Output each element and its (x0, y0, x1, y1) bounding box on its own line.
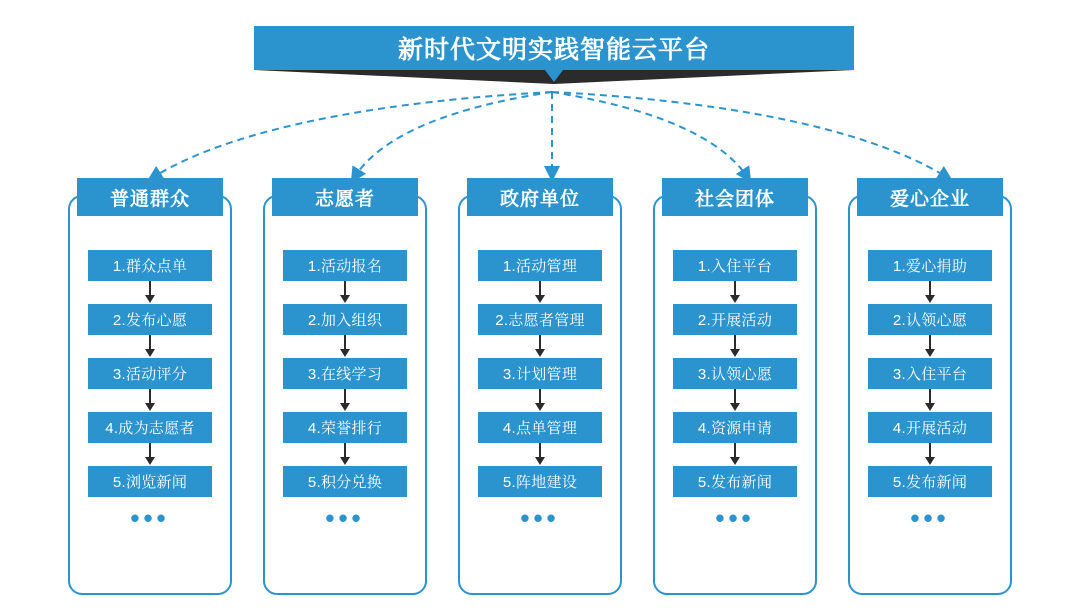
column-政府单位 (458, 188, 622, 595)
column-body (460, 197, 620, 533)
column-body (655, 197, 815, 533)
column-爱心企业 (848, 188, 1012, 595)
down-arrow-icon (728, 389, 742, 412)
node-item[interactable]: 5.浏览新闻 (88, 466, 212, 497)
node-item[interactable]: 3.在线学习 (283, 358, 407, 389)
node-item[interactable]: 4.荣誉排行 (283, 412, 407, 443)
node-item[interactable]: 3.认领心愿 (673, 358, 797, 389)
down-arrow-icon (143, 335, 157, 358)
down-arrow-icon (533, 335, 547, 358)
node-item[interactable]: 5.发布新闻 (868, 466, 992, 497)
down-arrow-icon (728, 335, 742, 358)
node-item[interactable]: 4.资源申请 (673, 412, 797, 443)
node-item[interactable]: 5.积分兑换 (283, 466, 407, 497)
down-arrow-icon (338, 335, 352, 358)
down-arrow-icon (533, 389, 547, 412)
role-columns (0, 188, 1080, 595)
column-志愿者 (263, 188, 427, 595)
node-item[interactable]: 4.开展活动 (868, 412, 992, 443)
down-arrow-icon (533, 443, 547, 466)
column-header[interactable]: 政府单位 (467, 178, 613, 216)
platform-title-banner: 新时代文明实践智能云平台 (254, 26, 854, 70)
node-item[interactable]: 1.群众点单 (88, 250, 212, 281)
more-items-ellipsis: ••• (910, 503, 950, 533)
column-body (850, 197, 1010, 533)
node-item[interactable]: 5.阵地建设 (478, 466, 602, 497)
more-items-ellipsis: ••• (520, 503, 560, 533)
down-arrow-icon (923, 389, 937, 412)
column-body (265, 197, 425, 533)
column-header[interactable]: 爱心企业 (857, 178, 1003, 216)
node-item[interactable]: 4.点单管理 (478, 412, 602, 443)
node-item[interactable]: 2.志愿者管理 (478, 304, 602, 335)
node-item[interactable]: 4.成为志愿者 (88, 412, 212, 443)
down-arrow-icon (143, 443, 157, 466)
down-arrow-icon (533, 281, 547, 304)
more-items-ellipsis: ••• (130, 503, 170, 533)
down-arrow-icon (143, 281, 157, 304)
down-arrow-icon (923, 281, 937, 304)
down-arrow-icon (923, 443, 937, 466)
down-arrow-icon (728, 443, 742, 466)
more-items-ellipsis: ••• (325, 503, 365, 533)
column-header[interactable]: 志愿者 (272, 178, 418, 216)
node-item[interactable]: 2.发布心愿 (88, 304, 212, 335)
node-item[interactable]: 1.爱心捐助 (868, 250, 992, 281)
node-item[interactable]: 3.计划管理 (478, 358, 602, 389)
down-arrow-icon (728, 281, 742, 304)
down-arrow-icon (143, 389, 157, 412)
down-arrow-icon (923, 335, 937, 358)
column-普通群众 (68, 188, 232, 595)
column-header[interactable]: 普通群众 (77, 178, 223, 216)
title-down-arrow-icon (545, 70, 563, 82)
down-arrow-icon (338, 443, 352, 466)
node-item[interactable]: 1.活动管理 (478, 250, 602, 281)
node-item[interactable]: 1.活动报名 (283, 250, 407, 281)
node-item[interactable]: 2.加入组织 (283, 304, 407, 335)
column-header[interactable]: 社会团体 (662, 178, 808, 216)
more-items-ellipsis: ••• (715, 503, 755, 533)
node-item[interactable]: 3.活动评分 (88, 358, 212, 389)
node-item[interactable]: 2.开展活动 (673, 304, 797, 335)
node-item[interactable]: 2.认领心愿 (868, 304, 992, 335)
down-arrow-icon (338, 389, 352, 412)
column-社会团体 (653, 188, 817, 595)
down-arrow-icon (338, 281, 352, 304)
node-item[interactable]: 1.入住平台 (673, 250, 797, 281)
column-body (70, 197, 230, 533)
node-item[interactable]: 5.发布新闻 (673, 466, 797, 497)
node-item[interactable]: 3.入住平台 (868, 358, 992, 389)
